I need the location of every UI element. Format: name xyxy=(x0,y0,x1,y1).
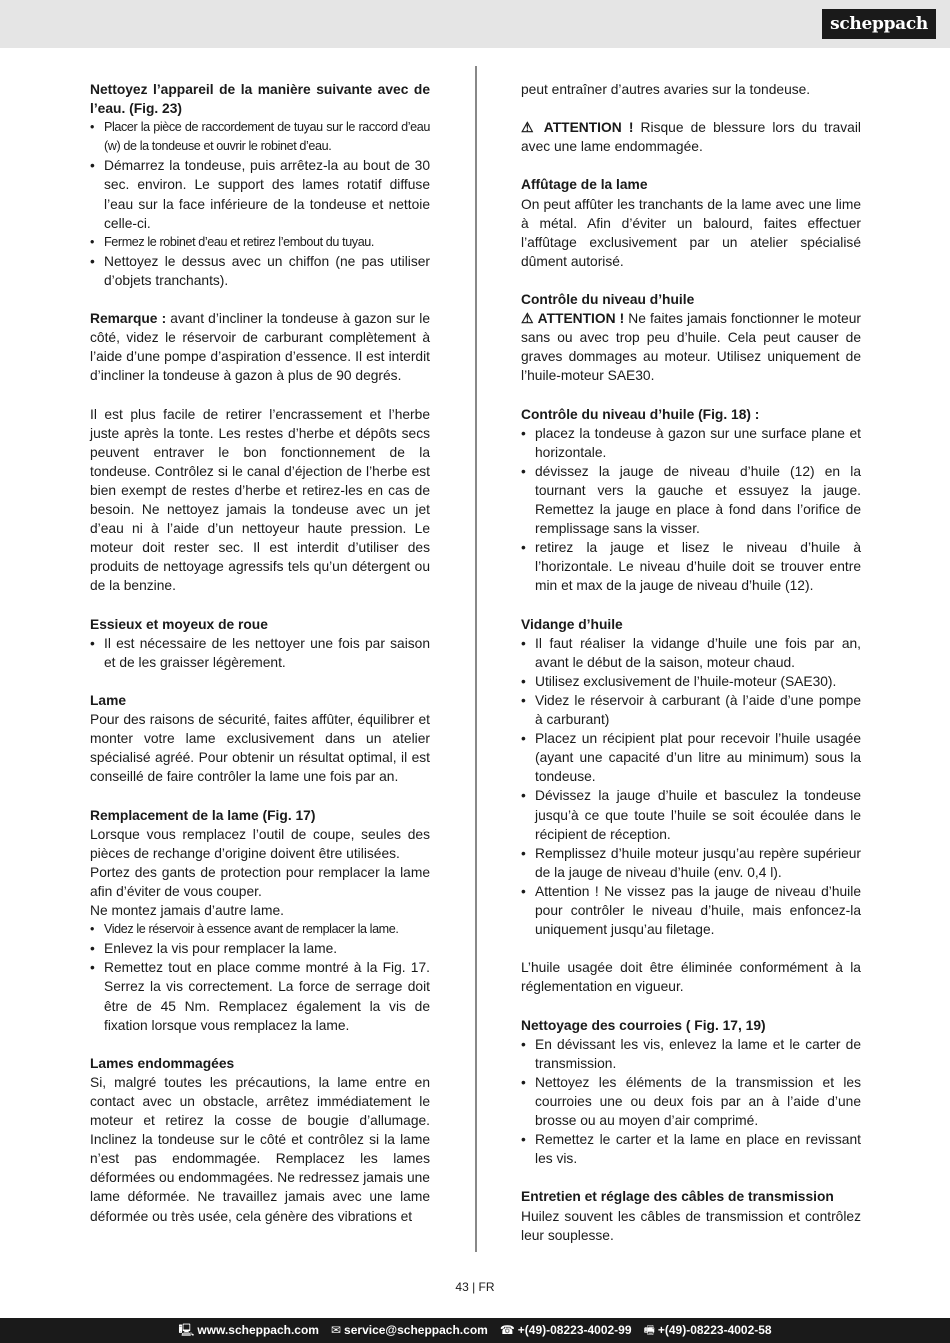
blade-replacement-p3: Ne montez jamais d’autre lame. xyxy=(90,903,285,919)
blade-replacement-p1: Lorsque vous remplacez l’outil de coupe, seules des pièces de rechange d’origine doivent être utilisées. xyxy=(90,826,430,861)
remark-paragraph xyxy=(90,309,430,385)
list-item: • Placez un récipient plat pour recevoir l’huile usagée (ayant une capacité d’un litre au minimum) sous la tondeuse. xyxy=(521,729,861,786)
blade-paragraph: Pour des raisons de sécurité, faites affûter, équilibrer et monter votre lame exclusivement dans un atelier spécialisé agréé. Pour obtenir un résultat optimal, il est conseillé de faire contrôler la lame une fois par an. xyxy=(90,712,430,785)
water-cleaning-list xyxy=(90,118,430,290)
mail-icon: ✉ xyxy=(330,1323,342,1337)
remark-text: avant d’incliner la tondeuse à gazon sur le côté, videz le réservoir de carburant complètement à l’aide d’une pompe d’aspiration d’essence. Il est interdit d’incliner la tondeuse à gazon à plus de 90 degrés. xyxy=(90,311,430,384)
phone-icon: ☎ xyxy=(499,1323,515,1337)
list-item: • Remplissez d’huile moteur jusqu’au repère supérieur de la jauge de niveau d’huile (env. 0,4 l). xyxy=(521,844,861,882)
oil-change-list xyxy=(521,634,861,940)
warning-text: Risque de blessure lors du travail avec une lame endommagée. xyxy=(521,120,861,155)
list-item: • Nettoyez les éléments de la transmission et les courroies une ou deux fois par an à l’aide d’une brosse ou au moyen d’air comprimé. xyxy=(521,1073,861,1130)
list-item: • retirez la jauge et lisez le niveau d’huile à l’horizontale. Le niveau d’huile doit se trouver entre min et max de la jauge de niveau d’huile (12). xyxy=(521,538,861,595)
list-item: • Démarrez la tondeuse, puis arrêtez-la au bout de 30 sec. environ. Le support des lames rotatif diffuse l’eau sur la face inférieure de la tondeuse et nettoie celle-ci. xyxy=(90,156,430,232)
blade-replacement-list xyxy=(90,920,430,1035)
cables-paragraph: Huilez souvent les câbles de transmission et contrôlez leur souplesse. xyxy=(521,1208,861,1243)
footer-phone[interactable]: ☎ +(49)-08223-4002-99 xyxy=(499,1323,632,1337)
warning-icon: ⚠ xyxy=(521,120,537,136)
brand-logo: scheppach xyxy=(822,9,936,39)
footer-bar xyxy=(0,1318,950,1343)
fax-icon: 🖷 xyxy=(643,1323,655,1337)
list-item: • Nettoyez le dessus avec un chiffon (ne pas utiliser d’objets tranchants). xyxy=(90,252,430,290)
list-item: • Il faut réaliser la vidange d’huile une fois par an, avant le début de la saison, moteur chaud. xyxy=(521,634,861,672)
warning-icon: ⚠ xyxy=(521,311,534,327)
used-oil-paragraph: L’huile usagée doit être éliminée conformément à la réglementation en vigueur. xyxy=(521,960,861,995)
list-item: • Utilisez exclusivement de l’huile-moteur (SAE30). xyxy=(521,672,861,691)
list-item: • Il est nécessaire de les nettoyer une fois par saison et de les graisser légèrement. xyxy=(90,634,430,672)
list-item: • Videz le réservoir à essence avant de remplacer la lame. xyxy=(90,920,430,939)
cleaning-paragraph: Il est plus facile de retirer l’encrassement et l’herbe juste après la tonte. Les restes d’herbe et dépôts secs peuvent entraver le bon fonctionnement de la tondeuse. Contrôlez si le canal d’éjection de l’herbe est bien exempt de restes d’herbe et retirez-les en cas de besoin. Ne nettoyez jamais la tondeuse avec un jet d’eau ni à l’aide d’un nettoyeur haute pression. Le moteur doit rester sec. Il est interdit d’utiliser des produits de nettoyage agressifs tels qu’un détergent ou de la benzine. xyxy=(90,406,430,594)
list-item: • Fermez le robinet d’eau et retirez l’embout du tuyau. xyxy=(90,233,430,252)
footer-fax[interactable]: 🖷 +(49)-08223-4002-58 xyxy=(643,1323,772,1337)
warning-oil xyxy=(521,309,861,385)
section-title-water-cleaning: Nettoyez l’appareil de la manière suivante avec de l’eau. (Fig. 23) xyxy=(90,82,430,117)
column-divider xyxy=(475,66,477,1252)
list-item: • dévissez la jauge de niveau d’huile (12) en la tournant vers la gauche et essuyez la jauge. Remettez la jauge en place à fond dans l’orifice de remplissage sans la visser. xyxy=(521,462,861,538)
section-title-cables: Entretien et réglage des câbles de transmission xyxy=(521,1189,834,1205)
oil-level-list xyxy=(521,424,861,596)
continued-paragraph: peut entraîner d’autres avaries sur la tondeuse. xyxy=(521,82,811,97)
left-column xyxy=(90,80,430,1226)
warning-label: ATTENTION ! xyxy=(543,120,634,136)
list-item: • Remettez tout en place comme montré à la Fig. 17. Serrez la vis correctement. La force de serrage doit être de 45 Nm. Remplacez également la vis de fixation lorsque vous remplacez la lame. xyxy=(90,958,430,1034)
section-title-blade-replacement: Remplacement de la lame (Fig. 17) xyxy=(90,807,316,823)
section-title-damaged-blades: Lames endommagées xyxy=(90,1055,235,1071)
page-number: 43 | FR xyxy=(455,1280,495,1294)
list-item: • Remettez le carter et la lame en place en revissant les vis. xyxy=(521,1130,861,1168)
warning-label: ATTENTION ! xyxy=(537,311,625,327)
damaged-blades-paragraph: Si, malgré toutes les précautions, la lame entre en contact avec un obstacle, arrêtez immédiatement le moteur et retirez la cosse de bougie d’allumage. Inclinez la tondeuse sur le côté et contrôlez si la lame n’est pas endommagée. Remplacez les lames déformées ou endommagées. Ne redressez jamais une lame déformée. Ne travaillez jamais avec une lame déformée ou très usée, cela génère des vibrations et xyxy=(90,1074,430,1224)
blade-replacement-p2: Portez des gants de protection pour remplacer la lame afin d’éviter de vous couper. xyxy=(90,864,430,899)
section-title-sharpening: Affûtage de la lame xyxy=(521,177,648,193)
warning-text: Ne faites jamais fonctionner le moteur sans ou avec trop peu d’huile. Cela peut causer de graves dommages au moteur. Utilisez uniquement de l’huile-moteur SAE30. xyxy=(521,311,861,384)
right-column xyxy=(521,80,861,1245)
list-item: • Placer la pièce de raccordement de tuyau sur le raccord d’eau (w) de la tondeuse et ouvrir le robinet d’eau. xyxy=(90,118,430,156)
section-title-axles: Essieux et moyeux de roue xyxy=(90,616,268,632)
belt-cleaning-list xyxy=(521,1035,861,1169)
axles-list xyxy=(90,634,430,672)
computer-icon: 🖳 xyxy=(178,1323,195,1337)
warning-damaged-blade xyxy=(521,118,861,156)
list-item: • Videz le réservoir à carburant (à l’aide d’une pompe à carburant) xyxy=(521,691,861,729)
list-item: • Enlevez la vis pour remplacer la lame. xyxy=(90,939,430,958)
sharpening-paragraph: On peut affûter les tranchants de la lame avec une lime à métal. Afin d’éviter un balourd, faites effectuer l’affûtage exclusivement par un atelier spécialisé dûment autorisé. xyxy=(521,196,861,269)
list-item: • En dévissant les vis, enlevez la lame et le carter de transmission. xyxy=(521,1035,861,1073)
remark-label: Remarque : xyxy=(90,311,167,327)
section-title-oil-change: Vidange d’huile xyxy=(521,616,623,632)
section-title-oil-level-fig: Contrôle du niveau d’huile (Fig. 18) : xyxy=(521,406,760,422)
header-bar xyxy=(0,0,950,48)
section-title-belt-cleaning: Nettoyage des courroies ( Fig. 17, 19) xyxy=(521,1017,766,1033)
list-item: • Dévissez la jauge d’huile et basculez la tondeuse jusqu’à ce que toute l’huile se soit écoulée dans le récipient de réception. xyxy=(521,786,861,843)
footer-web[interactable]: 🖳 www.scheppach.com xyxy=(178,1323,319,1337)
list-item: • Attention ! Ne vissez pas la jauge de niveau d’huile pour contrôler le niveau d’huile, mais enfoncez-la uniquement jusqu’au filetage. xyxy=(521,882,861,939)
section-title-oil-level: Contrôle du niveau d’huile xyxy=(521,292,695,308)
footer-email[interactable]: ✉ service@scheppach.com xyxy=(330,1323,488,1337)
list-item: • placez la tondeuse à gazon sur une surface plane et horizontale. xyxy=(521,424,861,462)
section-title-blade: Lame xyxy=(90,693,127,708)
